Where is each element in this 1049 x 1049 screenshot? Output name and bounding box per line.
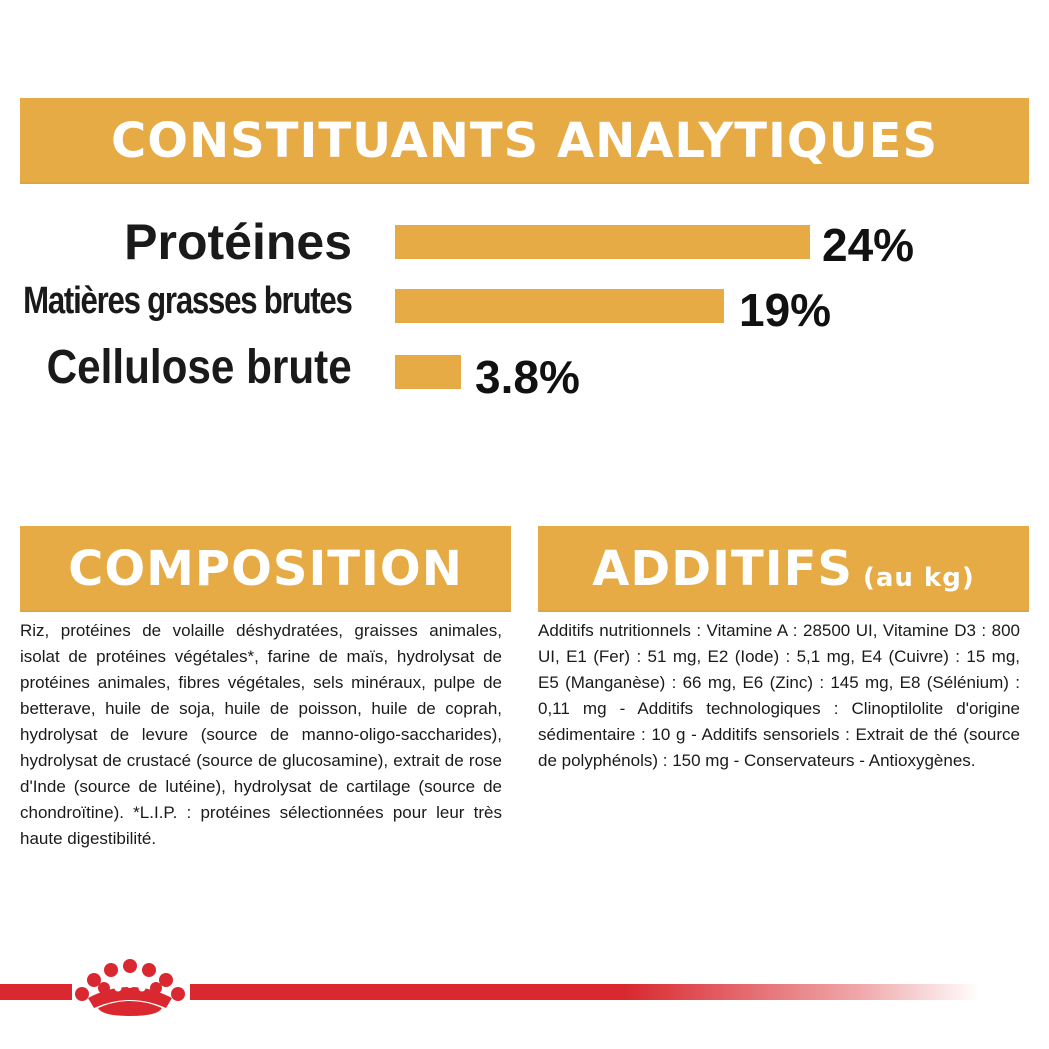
fiber-label: Cellulose brute [46, 341, 352, 394]
protein-bar [395, 225, 810, 259]
fat-label: Matières grasses brutes [23, 280, 352, 322]
fiber-bar [395, 355, 461, 389]
additives-title: ADDITIFS [592, 541, 853, 597]
fat-value: 19% [739, 284, 832, 336]
additives-unit: (au kg) [862, 563, 975, 593]
analytics-title: CONSTITUANTS ANALYTIQUES [110, 113, 939, 169]
additives-banner [538, 526, 1029, 612]
footer-line-left [0, 984, 72, 1000]
fiber-value: 3.8% [475, 351, 580, 403]
fat-bar [395, 289, 724, 323]
analytics-banner [20, 98, 1029, 184]
crown-logo-icon [74, 958, 186, 1018]
composition-title: COMPOSITION [68, 541, 463, 597]
protein-value: 24% [822, 219, 915, 271]
composition-text: Riz, protéines de volaille déshydratées, graisses animales, isolat de protéines végétales*, farine de maïs, hydrolysat de protéines animales, fibres végétales, sels minéraux, pulpe de betterave, huile de soja, huile de poisson, huile de coprah, hydrolysat de levure (source de manno-oligo-saccharides), hydrolysat de crustacé (source de glucosamine), extrait de rose d'Inde (source de lutéine), hydrolysat de cartilage (source de chondroïtine). *L.I.P. : protéines sélectionnées pour leur très haute digestibilité. [20, 621, 502, 848]
composition-banner [20, 526, 511, 612]
additives-text: Additifs nutritionnels : Vitamine A : 28500 UI, Vitamine D3 : 800 UI, E1 (Fer) : 51 mg, E2 (Iode) : 5,1 mg, E4 (Cuivre) : 15 mg, E5 (Manganèse) : 66 mg, E6 (Zinc) : 145 mg, E8 (Sélénium) : 0,11 mg - Additifs technologiques : Clinoptilolite d'origine sédimentaire : 10 g - Additifs sensoriels : Extrait de thé (source de polyphénols) : 150 mg - Conservateurs - Antioxygènes. [538, 621, 1020, 770]
protein-label: Protéines [124, 214, 352, 270]
footer-line-right [190, 984, 980, 1000]
